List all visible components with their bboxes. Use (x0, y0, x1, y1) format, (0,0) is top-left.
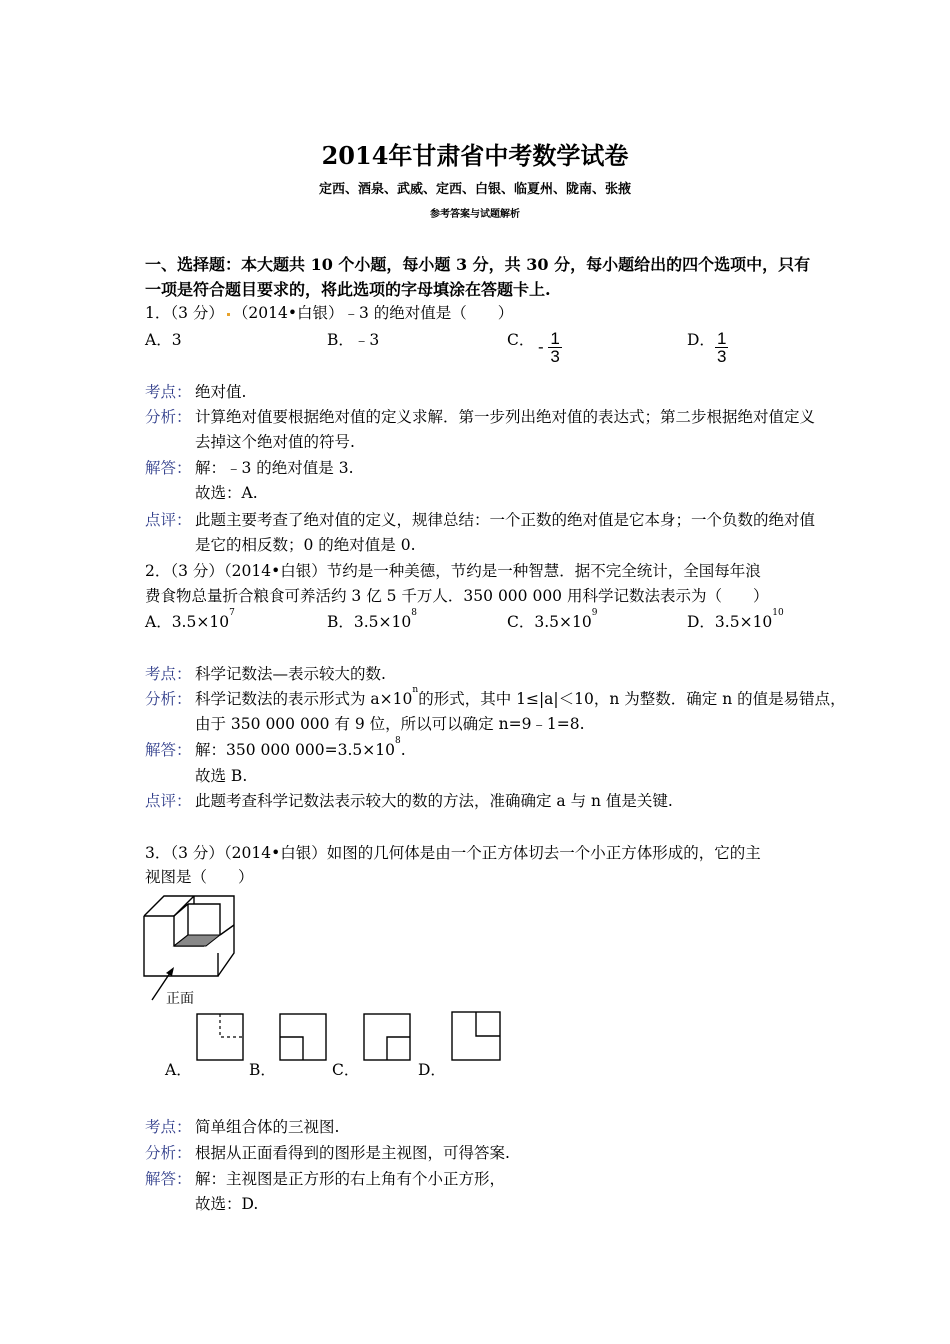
section-heading-line1: 一、选择题：本大题共 10 个小题，每小题 3 分，共 30 分，每小题给出的四个选项中，只有 (145, 255, 811, 274)
q3-option-c-label: C． (332, 1061, 360, 1079)
q3-option-a-label: A． (165, 1061, 192, 1079)
q2-option-c-base: C．3.5×10 (507, 613, 592, 631)
q1-option-b: B．﹣3 (327, 331, 380, 349)
q2-option-d (687, 610, 784, 632)
q2-option-b-exp: 8 (411, 608, 417, 618)
q1-jieda-label: 解答： (145, 459, 192, 477)
q3-jieda-line2: 故选：D. (195, 1195, 259, 1213)
q2-dianping-label: 点评： (145, 792, 192, 810)
q1-fenxi-line2: 去掉这个绝对值的符号. (195, 433, 355, 451)
q3-option-d-figure (451, 1011, 503, 1063)
q3-option-b-label: B． (249, 1061, 276, 1079)
q3-option-d-label: D． (418, 1061, 446, 1079)
q2-option-a (145, 610, 235, 632)
q2-jieda-exp: 8 (394, 736, 401, 746)
fraction-denominator: 3 (550, 347, 560, 366)
section-heading-line2: 一项是符合题目要求的，将此选项的字母填涂在答题卡上. (145, 280, 551, 299)
fraction-numerator: 1 (550, 329, 560, 348)
q1-option-d-fraction (715, 330, 728, 365)
q2-kaodian: 科学记数法—表示较大的数. (195, 665, 386, 683)
q2-option-a-base: A．3.5×10 (145, 613, 230, 631)
q1-dianping-line1: 此题主要考查了绝对值的定义，规律总结：一个正数的绝对值是它本身；一个负数的绝对值 (195, 511, 816, 529)
q3-kaodian-label: 考点： (145, 1118, 192, 1136)
q2-kaodian-label: 考点： (145, 665, 192, 683)
q3-jieda-line1: 解：主视图是正方形的右上角有个小正方形， (195, 1170, 506, 1188)
marker-dot-icon (227, 313, 230, 316)
q3-option-b-figure (279, 1013, 329, 1063)
regions-line: 定西、酒泉、武威、定西、白银、临夏州、陇南、张掖 (318, 182, 631, 197)
q1-kaodian-label: 考点： (145, 383, 192, 401)
q2-fenxi-line1 (195, 687, 846, 709)
q2-jieda-line1 (195, 738, 406, 760)
q2-stem-line2: 费食物总量折合粮食可养活约 3 亿 5 千万人．350 000 000 用科学记数法表示为（ ） (145, 587, 769, 605)
q2-fenxi-part2: 的形式，其中 1≤|a|＜10，n 为整数．确定 n 的值是易错点， (418, 690, 846, 708)
q2-option-c-exp: 9 (591, 608, 598, 618)
q1-option-c-fraction (538, 330, 562, 365)
q1-jieda-line2: 故选：A. (195, 484, 258, 502)
q1-fenxi-line1: 计算绝对值要根据绝对值的定义求解．第一步列出绝对值的表达式；第二步根据绝对值定义 (195, 408, 816, 426)
q2-jieda-label: 解答： (145, 741, 192, 759)
front-label: 正面 (166, 990, 194, 1006)
q2-option-b (327, 610, 417, 632)
q3-kaodian: 简单组合体的三视图. (195, 1118, 340, 1136)
q3-fenxi: 根据从正面看得到的图形是主视图，可得答案. (195, 1144, 510, 1162)
q1-fenxi-label: 分析： (145, 408, 192, 426)
q2-stem-line1: 2．（3 分）（2014•白银）节约是一种美德，节约是一种智慧．据不完全统计，全国每年浪 (145, 562, 761, 580)
q2-fenxi-label: 分析： (145, 690, 192, 708)
q1-option-d-label: D． (687, 331, 715, 349)
q2-jieda-line2: 故选 B. (195, 767, 248, 785)
q2-fenxi-exp: n (412, 685, 419, 695)
q2-option-b-base: B．3.5×10 (327, 613, 412, 631)
q1-dianping-line2: 是它的相反数；0 的绝对值是 0. (195, 536, 416, 554)
q1-option-a: A．3 (145, 331, 182, 349)
q1-jieda-line1: 解：﹣3 的绝对值是 3. (195, 459, 354, 477)
q1-number: 1．（3 分） (145, 304, 224, 322)
q3-stem-line2: 视图是（ ） (145, 868, 254, 886)
q3-fenxi-label: 分析： (145, 1144, 192, 1162)
q1-stem (145, 301, 513, 323)
q3-option-a-figure (196, 1013, 246, 1063)
q1-kaodian: 绝对值. (195, 383, 247, 401)
q2-jieda-part1: 解：350 000 000=3.5×10 (195, 741, 395, 759)
q2-option-a-exp: 7 (229, 608, 235, 618)
q2-dianping: 此题考查科学记数法表示较大的数的方法，准确确定 a 与 n 值是关键. (195, 792, 673, 810)
fraction-numerator: 1 (717, 329, 727, 348)
q1-dianping-label: 点评： (145, 511, 192, 529)
q2-fenxi-line2: 由于 350 000 000 有 9 位，所以可以确定 n=9﹣1=8. (195, 715, 585, 733)
q2-fenxi-part1: 科学记数法的表示形式为 a×10 (195, 690, 413, 708)
q3-stem-line1: 3．（3 分）（2014•白银）如图的几何体是由一个正方体切去一个小正方体形成的，它的主 (145, 844, 761, 862)
q3-option-c-figure (363, 1013, 413, 1063)
subtitle: 参考答案与试题解析 (430, 209, 520, 220)
q1-option-c-label: C． (507, 331, 535, 349)
q2-option-d-exp: 10 (772, 608, 784, 618)
q2-option-c (507, 610, 597, 632)
page-title: 2014年甘肃省中考数学试卷 (321, 141, 629, 170)
q2-jieda-part2: . (400, 741, 406, 759)
q2-option-d-base: D．3.5×10 (687, 613, 773, 631)
q3-jieda-label: 解答： (145, 1170, 192, 1188)
fraction-denominator: 3 (717, 347, 727, 366)
q1-stem-text: （2014•白银）﹣3 的绝对值是（ ） (232, 304, 514, 322)
minus-sign: - (538, 337, 544, 357)
